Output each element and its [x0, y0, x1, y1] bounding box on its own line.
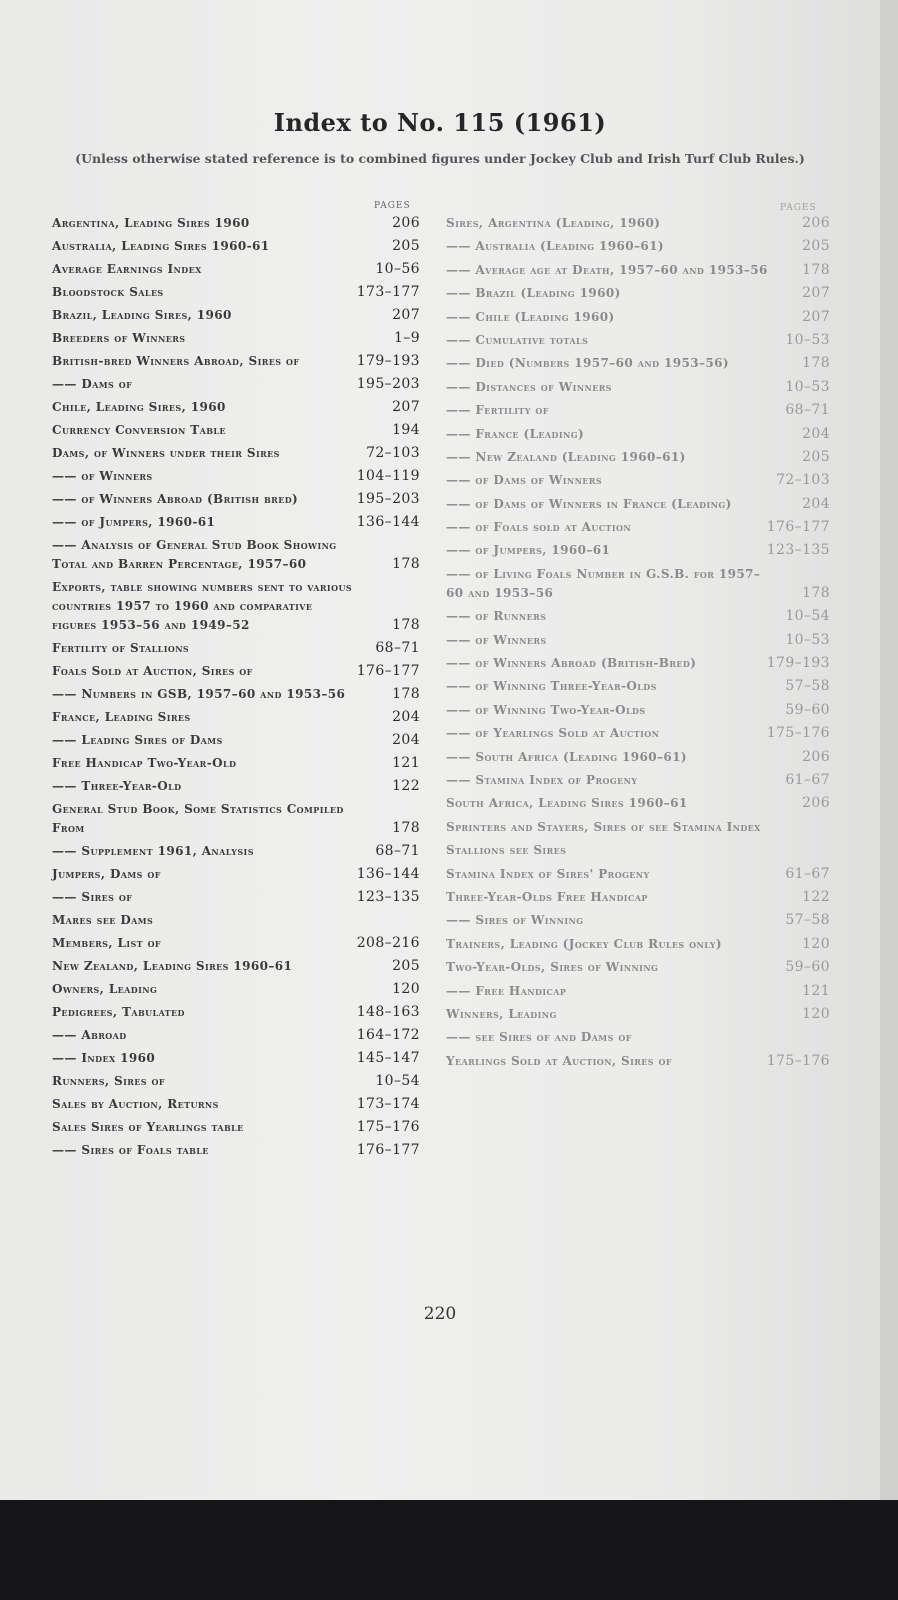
index-entry-page: 207: [802, 308, 830, 325]
index-entry-page: 207: [802, 285, 830, 302]
index-entry-page: 206: [802, 215, 830, 231]
index-entry-page: 10–53: [785, 631, 830, 648]
index-entry-page: 206: [392, 215, 420, 231]
index-entry-text: —— of Dams of Winners in France (Leading): [446, 496, 732, 511]
index-entry-page: 1–9: [393, 330, 420, 346]
index-entry-text: Two-Year-Olds, Sires of Winning: [446, 960, 659, 975]
index-entry: [52, 662, 420, 681]
index-entry-text: —— Sires of: [52, 890, 133, 904]
index-entry-page: 208–216: [356, 935, 420, 951]
index-entry: [52, 800, 420, 838]
index-entry-text: Foals Sold at Auction, Sires of: [52, 664, 253, 678]
index-entry-text: Stamina Index of Sires' Progeny: [446, 866, 650, 881]
index-entry-page: 179–193: [766, 655, 830, 672]
index-entry: [52, 283, 420, 302]
index-entry: [52, 934, 420, 953]
index-entry: [52, 398, 420, 417]
index-entry-text: —— Analysis of General Stud Book Showing Total and Barren Percentage, 1957–60: [52, 538, 337, 571]
index-entry: [446, 748, 830, 767]
page-subtitle: (Unless otherwise stated reference is to combined figures under Jockey Club and Irish Turf Club Rules.): [75, 151, 805, 166]
index-entry-text: Mares see Dams: [52, 913, 154, 927]
index-entry: [446, 495, 830, 514]
index-entry: [52, 957, 420, 976]
index-entry-text: —— Cumulative totals: [446, 332, 589, 347]
index-entry: [52, 1072, 420, 1091]
index-entry-page: 164–172: [356, 1027, 420, 1043]
index-entry-text: —— Stamina Index of Progeny: [446, 772, 638, 787]
index-entry-text: Breeders of Winners: [52, 331, 186, 345]
index-entry: [446, 518, 830, 537]
index-entry: [446, 425, 830, 444]
left-index-column: [52, 214, 420, 1164]
index-entry-page: 207: [392, 399, 420, 415]
index-entry-page: 176–177: [356, 663, 420, 679]
index-entry-text: —— Sires of Winning: [446, 913, 584, 928]
index-entry: [52, 911, 420, 930]
index-entry: [446, 471, 830, 490]
index-entry-text: —— South Africa (Leading 1960–61): [446, 749, 688, 764]
index-entry: [446, 654, 830, 673]
index-entry-text: British-bred Winners Abroad, Sires of: [52, 354, 300, 368]
index-entry: [446, 565, 830, 603]
index-entry-page: 178: [392, 820, 420, 836]
index-entry-text: Australia, Leading Sires 1960-61: [52, 239, 270, 253]
index-entry-text: Sprinters and Stayers, Sires of see Stamina Index: [446, 819, 761, 834]
index-entry: [52, 639, 420, 658]
index-entry-text: Owners, Leading: [52, 982, 158, 996]
index-entry-page: 145–147: [356, 1050, 420, 1066]
index-entry-text: Fertility of Stallions: [52, 641, 190, 655]
index-entry: [446, 794, 830, 813]
index-entry-text: Dams, of Winners under their Sires: [52, 446, 280, 460]
index-entry-text: Chile, Leading Sires, 1960: [52, 400, 226, 414]
index-entry: [52, 685, 420, 704]
index-entry-page: 68–71: [785, 402, 830, 419]
index-entry-text: —— of Living Foals Number in G.S.B. for 1957–60 and 1953–56: [446, 566, 761, 600]
index-entry-text: —— Numbers in GSB, 1957–60 and 1953–56: [52, 687, 346, 701]
index-entry-page: 178: [392, 617, 420, 633]
index-entry-text: Sales by Auction, Returns: [52, 1097, 219, 1111]
index-entry: [446, 261, 830, 280]
index-entry: [52, 1026, 420, 1045]
index-entry-page: 205: [802, 238, 830, 255]
index-entry-page: 148–163: [356, 1004, 420, 1020]
index-entry-text: Sires, Argentina (Leading, 1960): [446, 216, 661, 230]
index-entry-text: South Africa, Leading Sires 1960–61: [446, 796, 688, 811]
index-entry-text: Currency Conversion Table: [52, 423, 226, 437]
index-entry: [52, 842, 420, 861]
index-entry: [446, 958, 830, 977]
right-index-column: [446, 214, 830, 1075]
index-entry: [446, 1005, 830, 1024]
index-entry-page: 175–176: [766, 1052, 830, 1069]
index-entry-page: 175–176: [766, 725, 830, 742]
index-entry-text: —— Abroad: [52, 1028, 127, 1042]
index-entry: [446, 818, 830, 837]
index-entry-page: 173–174: [356, 1096, 420, 1112]
index-entry-page: 57–58: [785, 678, 830, 695]
index-entry-page: 57–58: [785, 912, 830, 929]
index-entry-text: Jumpers, Dams of: [52, 867, 161, 881]
index-entry-page: 178: [392, 686, 420, 702]
index-entry-text: Exports, table showing numbers sent to various countries 1957 to 1960 and comparative figures 1953–56 and 1949–52: [52, 580, 353, 632]
index-entry-page: 178: [392, 556, 420, 572]
index-entry-text: —— Fertility of: [446, 403, 549, 418]
index-entry-text: Bloodstock Sales: [52, 285, 164, 299]
index-entry-page: 204: [802, 425, 830, 442]
index-entry-page: 120: [802, 1005, 830, 1022]
index-entry-text: —— of Winning Two-Year-Olds: [446, 702, 646, 717]
index-entry-text: Brazil, Leading Sires, 1960: [52, 308, 232, 322]
index-entry-page: 178: [802, 584, 830, 601]
index-entry-text: New Zealand, Leading Sires 1960–61: [52, 959, 293, 973]
index-entry-text: France, Leading Sires: [52, 710, 191, 724]
index-entry: [446, 378, 830, 397]
index-entry-page: 10–56: [375, 261, 420, 277]
index-entry-text: Yearlings Sold at Auction, Sires of: [446, 1053, 673, 1068]
index-entry: [446, 724, 830, 743]
index-entry-page: 206: [802, 748, 830, 765]
index-entry: [52, 1118, 420, 1137]
index-entry-text: —— of Jumpers, 1960–61: [446, 543, 611, 558]
index-entry-page: 205: [392, 958, 420, 974]
index-entry: [446, 982, 830, 1001]
page-number: 220: [423, 1304, 457, 1324]
index-entry-text: Free Handicap Two-Year-Old: [52, 756, 237, 770]
index-entry-text: —— Average age at Death, 1957–60 and 1953–56: [446, 262, 768, 277]
index-entry-page: 68–71: [375, 843, 420, 859]
index-entry-page: 204: [392, 732, 420, 748]
index-entry-page: 206: [802, 795, 830, 812]
index-entry-page: 178: [802, 261, 830, 278]
index-entry-text: —— Distances of Winners: [446, 379, 612, 394]
index-entry: [446, 448, 830, 467]
index-entry: [52, 536, 420, 574]
index-entry: [52, 260, 420, 279]
left-pages-header: PAGES: [374, 201, 411, 211]
index-entry: [52, 1003, 420, 1022]
index-entry-page: 136–144: [356, 514, 420, 530]
index-entry-text: —— Dams of: [52, 377, 133, 391]
index-entry-text: General Stud Book, Some Statistics Compiled From: [52, 802, 344, 835]
index-entry-text: —— Australia (Leading 1960–61): [446, 239, 664, 254]
index-entry-page: 195–203: [356, 491, 420, 507]
index-entry-text: Winners, Leading: [446, 1006, 557, 1021]
index-entry: [52, 1095, 420, 1114]
index-entry-page: 59–60: [785, 701, 830, 718]
index-entry-page: 205: [392, 238, 420, 254]
index-entry: [52, 980, 420, 999]
index-entry: [446, 888, 830, 907]
index-entry-page: 194: [392, 422, 420, 438]
index-entry-page: 173–177: [356, 284, 420, 300]
index-entry-text: —— of Winning Three-Year-Olds: [446, 679, 657, 694]
index-entry-page: 136–144: [356, 866, 420, 882]
index-entry-page: 175–176: [356, 1119, 420, 1135]
index-entry-page: 10–54: [785, 608, 830, 625]
index-entry: [52, 444, 420, 463]
index-entry-page: 204: [392, 709, 420, 725]
index-entry-page: 10–53: [785, 378, 830, 395]
index-entry-page: 10–54: [375, 1073, 420, 1089]
index-entry-page: 120: [802, 935, 830, 952]
index-entry-text: —— of Yearlings Sold at Auction: [446, 726, 660, 741]
index-entry-text: Average Earnings Index: [52, 262, 202, 276]
index-entry-text: —— of Foals sold at Auction: [446, 520, 632, 535]
index-entry-text: —— Three-Year-Old: [52, 779, 182, 793]
index-entry-page: 195–203: [356, 376, 420, 392]
index-entry-text: —— Leading Sires of Dams: [52, 733, 223, 747]
index-entry-page: 123–135: [356, 889, 420, 905]
index-entry: [52, 214, 420, 233]
index-entry: [446, 237, 830, 256]
index-entry-page: 72–103: [776, 472, 830, 489]
index-entry: [446, 214, 830, 233]
index-entry-text: —— Supplement 1961, Analysis: [52, 844, 254, 858]
index-entry: [446, 284, 830, 303]
index-entry-text: —— of Runners: [446, 609, 547, 624]
index-entry-page: 122: [392, 778, 420, 794]
index-entry: [52, 731, 420, 750]
index-entry: [52, 865, 420, 884]
index-entry-page: 176–177: [766, 519, 830, 536]
index-entry-text: Members, List of: [52, 936, 162, 950]
index-entry: [446, 1052, 830, 1071]
index-entry: [52, 421, 420, 440]
index-entry: [52, 513, 420, 532]
index-entry-page: 178: [802, 355, 830, 372]
index-entry: [52, 777, 420, 796]
index-entry: [52, 237, 420, 256]
index-entry: [446, 935, 830, 954]
index-entry-page: 122: [802, 888, 830, 905]
index-entry: [52, 375, 420, 394]
index-entry-text: —— of Winners Abroad (British bred): [52, 492, 299, 506]
index-entry-page: 179–193: [356, 353, 420, 369]
index-entry-page: 120: [392, 981, 420, 997]
index-entry: [446, 354, 830, 373]
index-entry-text: —— of Jumpers, 1960-61: [52, 515, 216, 529]
index-entry-page: 104–119: [356, 468, 420, 484]
index-entry: [52, 578, 420, 635]
index-entry: [52, 888, 420, 907]
index-entry: [446, 541, 830, 560]
right-pages-header: PAGES: [780, 203, 817, 213]
index-entry: [446, 331, 830, 350]
index-entry: [52, 352, 420, 371]
index-entry-text: —— Chile (Leading 1960): [446, 309, 615, 324]
page-edge-shadow: [880, 0, 898, 1500]
page-title: Index to No. 115 (1961): [273, 108, 607, 137]
index-entry: [446, 677, 830, 696]
index-entry: [52, 1049, 420, 1068]
index-entry-text: Argentina, Leading Sires 1960: [52, 216, 250, 230]
index-entry: [52, 490, 420, 509]
index-entry-text: —— Free Handicap: [446, 983, 567, 998]
index-entry: [52, 754, 420, 773]
index-entry-text: Three-Year-Olds Free Handicap: [446, 889, 648, 904]
index-entry: [52, 708, 420, 727]
index-entry-text: —— France (Leading): [446, 426, 585, 441]
index-entry: [52, 467, 420, 486]
index-entry-page: 176–177: [356, 1142, 420, 1158]
index-entry-page: 207: [392, 307, 420, 323]
index-entry-text: Stallions see Sires: [446, 843, 567, 858]
index-entry-page: 61–67: [785, 771, 830, 788]
index-entry-page: 123–135: [766, 542, 830, 559]
index-entry-page: 121: [802, 982, 830, 999]
index-entry-page: 68–71: [375, 640, 420, 656]
index-entry-text: Sales Sires of Yearlings table: [52, 1120, 244, 1134]
index-entry-text: —— of Winners: [52, 469, 153, 483]
index-entry-page: 204: [802, 495, 830, 512]
index-entry-text: —— see Sires of and Dams of: [446, 1030, 632, 1045]
index-entry: [446, 771, 830, 790]
index-entry: [446, 607, 830, 626]
index-entry: [446, 865, 830, 884]
index-entry: [446, 308, 830, 327]
index-entry-text: —— Index 1960: [52, 1051, 156, 1065]
index-entry-page: 10–53: [785, 331, 830, 348]
index-entry: [446, 631, 830, 650]
index-entry-text: —— Died (Numbers 1957–60 and 1953–56): [446, 356, 729, 371]
index-entry-text: —— Sires of Foals table: [52, 1143, 209, 1157]
index-entry: [446, 911, 830, 930]
index-entry-page: 121: [392, 755, 420, 771]
index-entry-page: 59–60: [785, 959, 830, 976]
index-entry: [446, 841, 830, 860]
index-entry-text: Pedigrees, Tabulated: [52, 1005, 185, 1019]
index-entry-page: 72–103: [366, 445, 420, 461]
background-surface: [0, 1500, 898, 1600]
index-entry: [446, 701, 830, 720]
index-entry-text: Runners, Sires of: [52, 1074, 166, 1088]
index-entry: [52, 329, 420, 348]
index-entry-text: —— Brazil (Leading 1960): [446, 286, 621, 301]
index-entry-text: Trainers, Leading (Jockey Club Rules only): [446, 936, 722, 951]
index-entry-text: —— of Dams of Winners: [446, 473, 603, 488]
index-entry: [446, 1028, 830, 1047]
index-entry: [52, 1141, 420, 1160]
index-entry-page: 61–67: [785, 865, 830, 882]
index-entry-text: —— New Zealand (Leading 1960–61): [446, 449, 686, 464]
index-entry-page: 205: [802, 448, 830, 465]
index-entry: [446, 401, 830, 420]
index-entry: [52, 306, 420, 325]
index-entry-text: —— of Winners Abroad (British-Bred): [446, 656, 697, 671]
index-entry-text: —— of Winners: [446, 632, 547, 647]
